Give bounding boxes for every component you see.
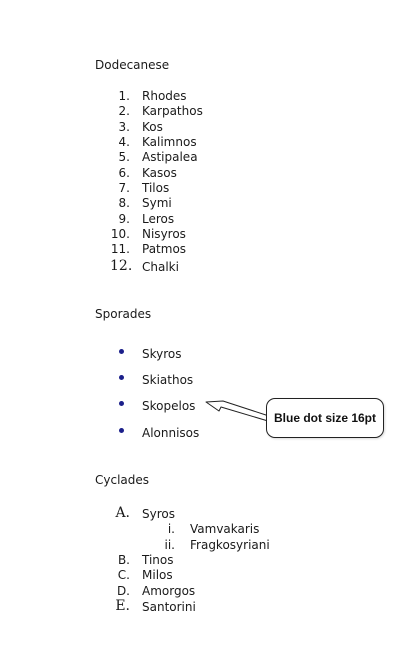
- list-item: Leros: [142, 212, 175, 226]
- sublist-marker: ii.: [164, 538, 175, 552]
- list-marker: 6.: [118, 166, 130, 180]
- dodecanese-heading: Dodecanese: [95, 58, 170, 72]
- list-item: Santorini: [142, 600, 196, 614]
- list-marker: E.: [115, 598, 130, 614]
- list-item: Skyros: [142, 347, 182, 361]
- list-marker: 3.: [118, 120, 130, 134]
- list-marker: 2.: [118, 104, 130, 118]
- list-marker: 8.: [118, 196, 130, 210]
- list-item: Karpathos: [142, 104, 203, 118]
- list-marker: D.: [116, 584, 130, 598]
- list-marker: 9.: [118, 212, 130, 226]
- list-marker: 1.: [118, 89, 130, 103]
- list-marker: 5.: [118, 150, 130, 164]
- list-item: Tilos: [142, 181, 170, 195]
- list-marker: 12.: [110, 258, 133, 274]
- list-marker: C.: [117, 568, 130, 582]
- list-item: Kos: [142, 120, 163, 134]
- sublist-item: Vamvakaris: [190, 522, 260, 536]
- sublist-marker: i.: [167, 522, 175, 536]
- list-item: Astipalea: [142, 150, 198, 164]
- list-item: Kalimnos: [142, 135, 197, 149]
- list-item: Nisyros: [142, 227, 186, 241]
- cyclades-heading: Cyclades: [95, 473, 150, 487]
- list-item: Skopelos: [142, 399, 196, 413]
- callout-box: [266, 398, 384, 438]
- list-item: Kasos: [142, 166, 177, 180]
- list-item: Rhodes: [142, 89, 187, 103]
- list-item: Syros: [142, 507, 175, 521]
- sporades-heading: Sporades: [95, 307, 152, 321]
- list-item: Amorgos: [142, 584, 196, 598]
- callout-text: Blue dot size 16pt: [273, 411, 377, 425]
- list-item: Patmos: [142, 242, 187, 256]
- list-item: Chalki: [142, 260, 179, 274]
- list-marker: 11.: [110, 242, 130, 256]
- list-marker: 10.: [110, 227, 130, 241]
- list-marker: B.: [117, 553, 130, 567]
- list-marker: A.: [115, 505, 130, 521]
- list-item: Skiathos: [142, 373, 194, 387]
- list-item: Milos: [142, 568, 173, 582]
- list-item: Symi: [142, 196, 172, 210]
- list-marker: 4.: [118, 135, 130, 149]
- list-item: Tinos: [142, 553, 174, 567]
- list-item: Alonnisos: [142, 426, 200, 440]
- sublist-item: Fragkosyriani: [190, 538, 270, 552]
- list-marker: 7.: [118, 181, 130, 195]
